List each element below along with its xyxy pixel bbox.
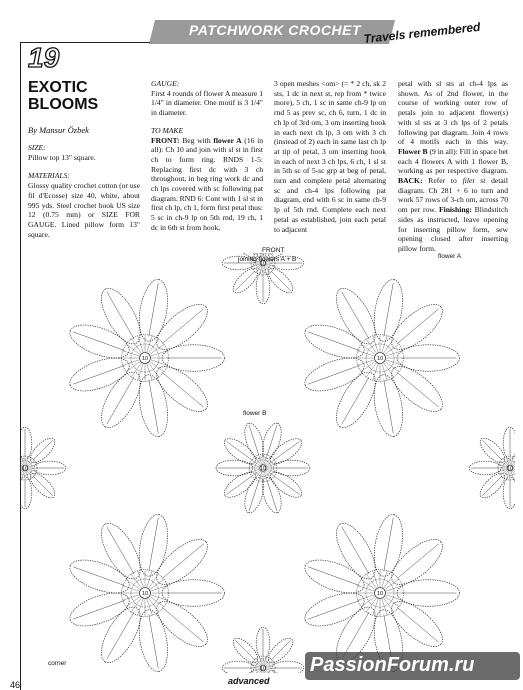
- flower-a-bottom-right-spoke: [358, 586, 374, 591]
- flower-a-bottom-left-spoke: [151, 595, 167, 600]
- flower-a-top-right-petal-spine: [397, 372, 439, 407]
- flower-a-bottom-left-petal-spine: [73, 600, 124, 619]
- flower-a-bottom-left-spoke: [138, 599, 143, 615]
- page-number: 46: [10, 680, 21, 690]
- flower-a-bottom-right-ring-number: 10: [376, 591, 384, 598]
- flower-a-top-left-spoke: [151, 360, 167, 365]
- flower-a-top-left-spoke: [147, 336, 152, 352]
- flower-a-top-left-petal-spine: [149, 380, 158, 434]
- label-joining: joining flowers A + B: [238, 256, 297, 263]
- flower-b-center-petal-spine: [227, 442, 253, 461]
- flower-a-bottom-right-spoke: [366, 598, 376, 612]
- flower-a-top-left-ring-number: 10: [141, 356, 149, 363]
- flower-b-edge-bottom-petal: [272, 661, 304, 673]
- publisher-logo: advanced: [228, 676, 270, 686]
- label-corner: corner: [48, 660, 67, 667]
- front-instructions: FRONT: Beg with flower A (16 in all): Ch 10 and join with sl st in first ch to form ring. RNDS 1-5: Replacing first dc with 3 ch throughout, in beg ring work dc and ch lps covered with sc following pat diagram. RND 6: Cont with 1 sl st in first ch lp, ch 1, form first petal thus: 5 sc in ch-9 lp on 5th rnd, 19 ch, 1 dc in 6th st from hook,: [151, 135, 264, 232]
- flower-a-top-left-spoke: [151, 351, 167, 356]
- flower-a-top-right-petal-spine: [384, 283, 393, 337]
- flower-a-top-right-spoke: [386, 351, 402, 356]
- flower-a-top-right-spoke: [373, 364, 378, 380]
- flower-a-top-right-spoke: [386, 360, 402, 365]
- flower-b-center-petal-spine: [273, 442, 299, 461]
- flower-a-bottom-left-spoke: [147, 599, 152, 615]
- flower-b-edge-right-ring-number: 10: [506, 466, 514, 473]
- flower-a-bottom-right-petal-spine: [384, 518, 393, 572]
- flower-b-edge-bottom-ring-number: 10: [259, 666, 267, 673]
- pattern-title: EXOTIC BLOOMS: [28, 79, 99, 113]
- flower-b-edge-right-petal-spine: [482, 440, 502, 460]
- flower-a-top-right-ring-number: 10: [376, 356, 384, 363]
- column-gauge-make: [151, 79, 263, 233]
- gauge-text: First 4 rounds of flower A measure 1 1/4" in diameter. One motif is 3 1/4" in diameter.: [151, 88, 263, 118]
- flower-a-top-right-spoke: [373, 336, 378, 352]
- flower-a-bottom-left-spoke: [138, 571, 143, 587]
- flower-a-bottom-right-spoke: [358, 595, 374, 600]
- flower-a-bottom-right-spoke: [373, 571, 378, 587]
- flower-a-bottom-left-spoke: [123, 586, 139, 591]
- flower-a-bottom-right-spoke: [373, 599, 378, 615]
- flower-a-top-right-petal-spine: [308, 332, 359, 351]
- flower-b-edge-top-petal-spine: [235, 253, 255, 255]
- flower-a-bottom-left-spoke: [147, 571, 152, 587]
- label-front: FRONT: [262, 247, 285, 254]
- flower-a-top-left-spoke: [138, 336, 143, 352]
- flower-b-center-petal-spine: [227, 476, 253, 495]
- flower-a-bottom-left-petal-spine: [162, 544, 204, 579]
- make-heading: TO MAKE: [151, 125, 184, 135]
- flower-b-edge-left-petal-spine: [33, 476, 53, 496]
- flower-a-bottom-left-petal-spine: [149, 518, 158, 572]
- column-petal-steps: [274, 79, 386, 234]
- flower-b-edge-left-petal: [20, 427, 32, 459]
- flower-b-edge-top-petal-spine: [235, 271, 255, 291]
- flower-b-edge-bottom-petal-spine: [235, 640, 255, 660]
- label-flower-a: flower A: [438, 253, 462, 260]
- flower-b-edge-left-spoke: [20, 458, 23, 465]
- petal-instructions: 3 open meshes <om> (= * 2 ch, sk 2 sts, 1 dc in next st, rep from * twice more), 5 ch, 1 sc in same ch-9 lp on rnd 5 as prev sc, ch 6, turn, 1 dc in ch lp of 3rd om, 3 om inserting hook in each next ch lp, 3 om with 3 ch (instead of 2) each in same last ch lp at tip of petal, 3 om inserting hook in each of next 3 ch lps, 6 ch, 1 sl st in 5th sc of 5-sc grp at beg of petal, turn and complete petal alternating sc and ch-4 lps following pat diagram, end with 6 sc in same ch-9 lp of 5th rnd. Complete each next petal as established, join each petal to adjacent: [274, 79, 386, 234]
- flower-a-bottom-right-spoke: [386, 595, 402, 600]
- flower-a-top-left-spoke: [138, 364, 143, 380]
- flower-a-bottom-right-petal-spine: [397, 607, 439, 642]
- flower-a-bottom-right-spoke: [382, 599, 387, 615]
- flower-a-top-right-petal-spine: [384, 380, 393, 434]
- flower-a-top-right-spoke: [358, 360, 374, 365]
- materials-heading: MATERIALS:: [28, 171, 70, 181]
- flower-b-edge-bottom-petal-spine: [271, 640, 291, 660]
- flower-a-top-right-spoke: [382, 336, 387, 352]
- flower-a-bottom-right-petal-spine: [308, 567, 359, 586]
- flower-a-top-left-petal-spine: [149, 283, 158, 337]
- flower-b-edge-bottom-petal: [222, 661, 254, 673]
- flower-b-edge-top-ring-number: 10: [259, 261, 267, 268]
- header-banner-text: PATCHWORK CROCHET: [188, 22, 362, 38]
- flower-a-top-right-spoke: [382, 364, 387, 380]
- flower-a-top-left-spoke: [123, 351, 139, 356]
- flower-a-top-left-spoke: [131, 363, 141, 377]
- watermark-text: PassionForum.ru: [310, 654, 475, 676]
- flower-a-bottom-right-spoke: [382, 571, 387, 587]
- flower-a-bottom-right-spoke: [386, 586, 402, 591]
- size-text: Pillow top 13" square.: [28, 152, 96, 162]
- flower-b-edge-top-petal-spine: [271, 271, 291, 291]
- flower-a-top-left-petal-spine: [162, 309, 204, 344]
- flower-a-bottom-right-petal-spine: [308, 600, 359, 619]
- flower-a-bottom-left-ring-number: 10: [141, 591, 149, 598]
- header-subtitle: Travels remembered: [363, 19, 482, 46]
- flower-b-edge-right-petal: [503, 477, 515, 509]
- column-size-materials: [28, 143, 140, 239]
- flower-a-bottom-left-spoke: [123, 595, 139, 600]
- flower-a-bottom-left-petal-spine: [149, 615, 158, 669]
- author: By Mansur Özbek: [28, 125, 89, 135]
- flower-a-bottom-left-spoke: [131, 598, 141, 612]
- flower-a-bottom-right-petal-spine: [397, 544, 439, 579]
- flower-b-center-ring-number: 10: [259, 466, 267, 473]
- flower-a-top-left-spoke: [123, 360, 139, 365]
- flower-a-bottom-left-petal-spine: [162, 607, 204, 642]
- flower-a-top-right-spoke: [358, 351, 374, 356]
- gauge-heading: GAUGE:: [151, 79, 180, 88]
- label-flower-b: flower B: [243, 410, 267, 417]
- flower-b-edge-right-petal: [503, 427, 515, 459]
- column-joining-back: petal with sl sts at ch-4 lps as shown. As of 2nd flower, in the course of working outer row of petals join to adjacent flower(s) with sl sts at 3 ch lps of 2 petals following pat diagram. Join 4 rows of 4 motifs each in this way. Flower B (9 in all): Fill in space bet each 4 flowers A with 1 flower B, working as per respective diagram. BACK: Refer to filet st detail diagram. Ch 281 + 6 to turn and work 57 rows of 3-ch om, across 70 om per row. Finishing: Blindstitch sides as instructed, leave opening for inserting pillow form, sew opening closed after inserting pillow form.: [398, 79, 508, 253]
- size-heading: SIZE:: [28, 143, 46, 152]
- flower-a-top-left-petal-spine: [73, 365, 124, 384]
- crochet-chart-diagram: [20, 253, 515, 673]
- flower-b-edge-right-petal-spine: [482, 476, 502, 496]
- flower-b-edge-left-petal-spine: [33, 440, 53, 460]
- pattern-number: 19: [28, 42, 60, 73]
- flower-a-top-left-spoke: [147, 364, 152, 380]
- flower-b-edge-left-petal: [20, 477, 32, 509]
- flower-b-edge-left-ring-number: 10: [21, 466, 29, 473]
- flower-a-bottom-left-petal-spine: [73, 567, 124, 586]
- flower-b-center-petal-spine: [273, 476, 299, 495]
- flower-a-bottom-left-spoke: [151, 586, 167, 591]
- flower-a-top-left-petal-spine: [73, 332, 124, 351]
- flower-a-top-right-spoke: [366, 363, 376, 377]
- flower-a-top-right-petal-spine: [308, 365, 359, 384]
- materials-text: Glossy quality crochet cotton (or use fil d'Ecosse) size 40, white, about 995 yds. Steel crochet hook US size 12 (0.75 mm) or SIZE FOR GAUGE. Lined pillow form 13" square.: [28, 181, 140, 239]
- flower-a-top-left-petal-spine: [162, 372, 204, 407]
- flower-a-top-right-petal-spine: [397, 309, 439, 344]
